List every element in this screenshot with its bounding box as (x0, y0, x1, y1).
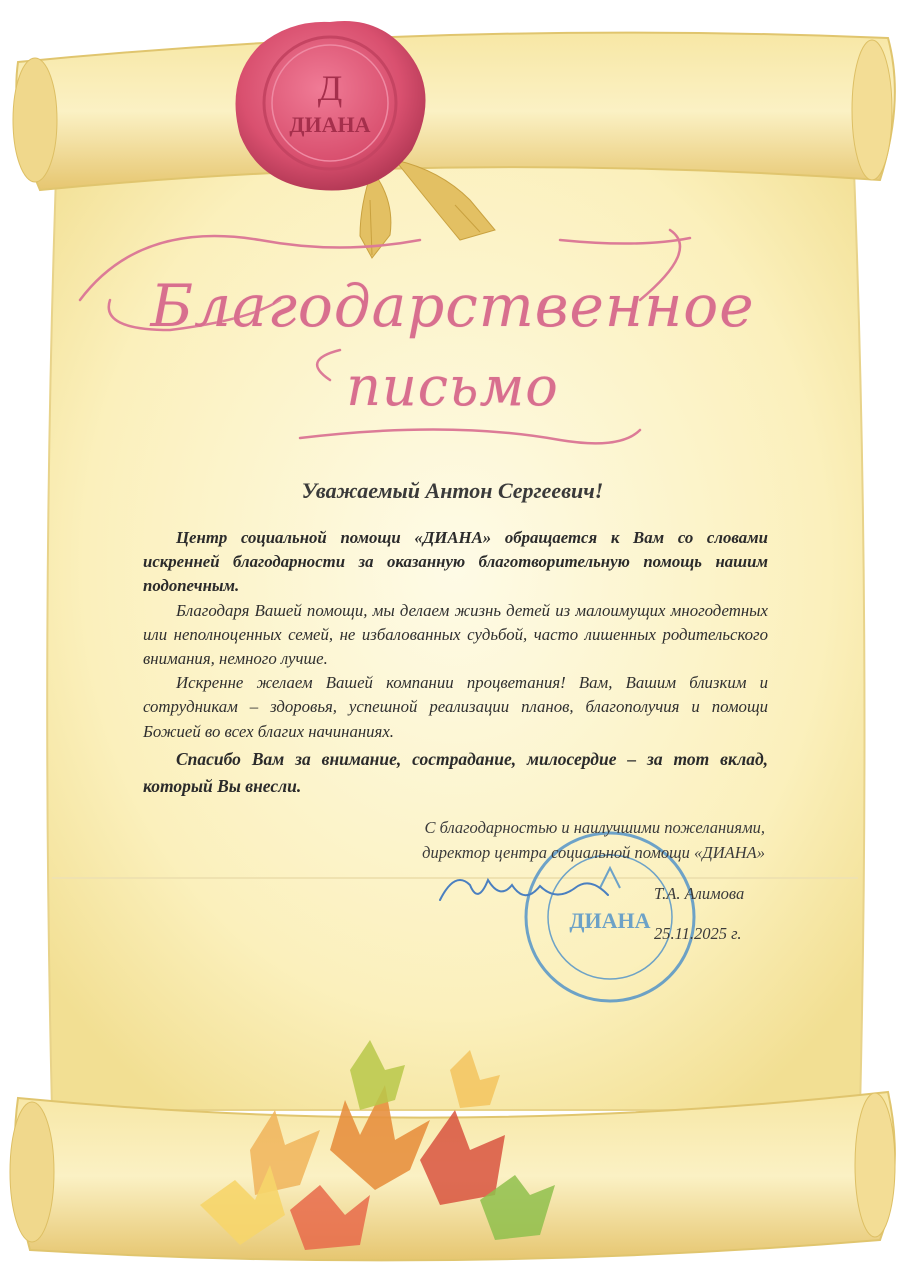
top-scroll-roll (16, 33, 895, 190)
paragraph-3: Искренне желаем Вашей компании процветания! Вам, Вашим близким и сотрудникам – здоровья, успешной реализации планов, благополучия и помощи Божией во всех благих начинаниях. (143, 673, 768, 741)
paragraph-2: Благодаря Вашей помощи, мы делаем жизнь детей из малоимущих многодетных или неполноценных семей, не избалованных судьбой, часто лишенных родительского внимания, немного лучше. (143, 600, 768, 669)
letter-body (143, 526, 768, 800)
wax-seal-icon (236, 21, 426, 191)
svg-text:ДИАНА: ДИАНА (289, 112, 371, 137)
signature-name: Т.А. Алимова (654, 884, 745, 903)
paragraph-1: Центр социальной помощи «ДИАНА» обращается к Вам со словами искренней благодарности за оказанную благотворительную помощь нашим подопечным. (143, 528, 768, 596)
title-line-1: Благодарственное (150, 272, 755, 340)
signature-closing: С благодарностью и наилучшими пожеланиями, (424, 818, 765, 837)
signature-date: 25.11.2025 г. (654, 924, 742, 943)
svg-text:Д: Д (317, 68, 343, 108)
svg-text:ДИАНА: ДИАНА (569, 908, 651, 933)
title-line-2: письмо (346, 355, 559, 418)
signature-position: директор центра социальной помощи «ДИАНА» (422, 843, 765, 862)
paragraph-4: Спасибо Вам за внимание, сострадание, милосердие – за тот вклад, который Вы внесли. (143, 748, 768, 796)
greeting: Уважаемый Антон Сергеевич! (301, 478, 604, 503)
